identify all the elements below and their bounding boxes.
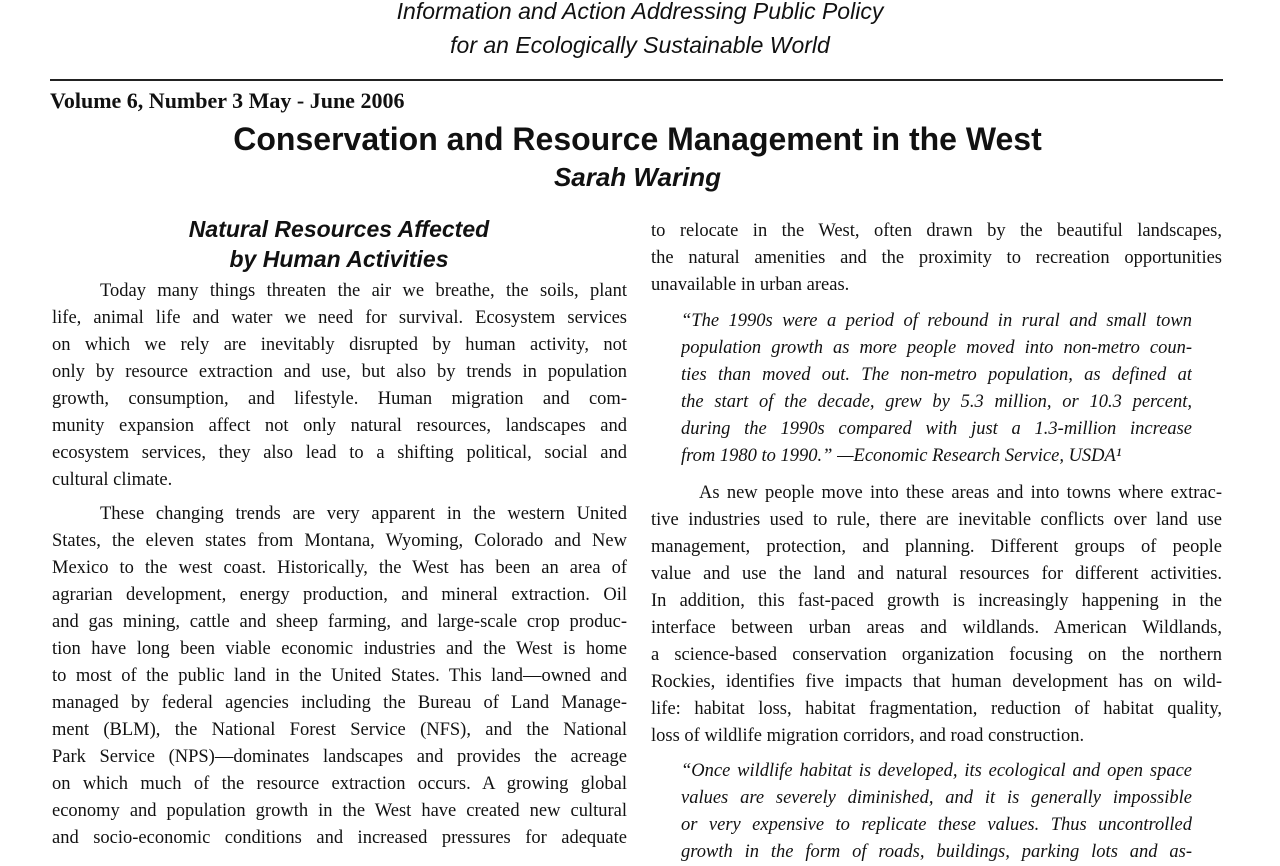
left-paragraph-2 <box>52 501 627 852</box>
text-line: Park Service (NPS)—dominates landscapes and provides the acreage <box>52 747 627 767</box>
text-line: on which much of the resource extraction occurs. A growing global <box>52 774 627 794</box>
tagline-line-1: Information and Action Addressing Public Policy <box>396 0 884 24</box>
text-line: loss of wildlife migration corridors, and road construction. <box>651 726 1085 746</box>
article-author: Sarah Waring <box>553 162 722 192</box>
section-heading <box>50 214 628 274</box>
text-line: In addition, this fast-paced growth is increasingly happening in the <box>651 591 1222 611</box>
text-line: values are severely diminished, and it is generally impossible <box>681 788 1192 808</box>
text-line: and socio-economic conditions and increased pressures for adequate <box>52 828 627 848</box>
text-line: economy and population growth in the West have created new cultural <box>52 801 627 821</box>
text-line: to most of the public land in the United States. This land—owned and <box>52 666 627 686</box>
text-line: from 1980 to 1990.” —Economic Research Service, USDA¹ <box>681 446 1122 466</box>
text-line: Mexico to the west coast. Historically, the West has been an area of <box>52 558 627 578</box>
text-line: munity expansion affect not only natural resources, landscapes and <box>52 416 627 436</box>
text-line: As new people move into these areas and into towns where extrac- <box>699 483 1222 503</box>
section-heading-line-1: Natural Resources Affected <box>188 216 490 242</box>
text-line: These changing trends are very apparent in the western United <box>100 504 627 524</box>
text-line: growth, consumption, and lifestyle. Human migration and com- <box>52 389 627 409</box>
text-line: cultural climate. <box>52 470 173 490</box>
right-paragraph-2 <box>651 480 1222 750</box>
text-line: managed by federal agencies including the Bureau of Land Manage- <box>52 693 627 713</box>
text-line: Rockies, identifies five impacts that human development has on wild- <box>651 672 1222 692</box>
text-line: Today many things threaten the air we breathe, the soils, plant <box>100 281 627 301</box>
text-line: interface between urban areas and wildlands. American Wildlands, <box>651 618 1222 638</box>
text-line: life, animal life and water we need for survival. Ecosystem services <box>52 308 627 328</box>
text-line: “The 1990s were a period of rebound in rural and small town <box>681 311 1192 331</box>
text-line: ties than moved out. The non-metro population, as defined at <box>681 365 1192 385</box>
text-line: on which we rely are inevitably disrupted by human activity, not <box>52 335 627 355</box>
issue-volume: Volume 6, Number 3 May - June 2006 <box>50 88 405 113</box>
text-line: only by resource extraction and use, but also by trends in population <box>52 362 627 382</box>
section-heading-line-2: by Human Activities <box>229 246 449 272</box>
text-line: life: habitat loss, habitat fragmentation, reduction of habitat quality, <box>651 699 1222 719</box>
text-line: ecosystem services, they also lead to a shifting political, social and <box>52 443 627 463</box>
text-line: “Once wildlife habitat is developed, its ecological and open space <box>681 761 1192 781</box>
text-line: tion have long been viable economic industries and the West is home <box>52 639 627 659</box>
text-line: to relocate in the West, often drawn by the beautiful landscapes, <box>651 221 1222 241</box>
text-line: the natural amenities and the proximity to recreation opportunities <box>651 248 1222 268</box>
text-line: management, protection, and planning. Different groups of people <box>651 537 1222 557</box>
right-paragraph-1 <box>651 218 1222 299</box>
left-paragraph-1 <box>52 278 627 494</box>
text-line: the start of the decade, grew by 5.3 million, or 10.3 percent, <box>681 392 1192 412</box>
right-quote-1 <box>681 308 1192 470</box>
text-line: tive industries used to rule, there are inevitable conflicts over land use <box>651 510 1222 530</box>
text-line: or very expensive to replicate these values. Thus uncontrolled <box>681 815 1192 835</box>
text-line: ment (BLM), the National Forest Service (NFS), and the National <box>52 720 627 740</box>
tagline-line-2: for an Ecologically Sustainable World <box>450 32 830 58</box>
text-line: agrarian development, energy production, and mineral extraction. Oil <box>52 585 627 605</box>
text-line: population growth as more people moved into non-metro coun- <box>681 338 1192 358</box>
text-line: growth in the form of roads, buildings, parking lots and as- <box>681 842 1192 862</box>
text-line: during the 1990s compared with just a 1.3-million increase <box>681 419 1192 439</box>
text-line: a science-based conservation organization focusing on the northern <box>651 645 1222 665</box>
text-line: States, the eleven states from Montana, Wyoming, Colorado and New <box>52 531 627 551</box>
text-line: and gas mining, cattle and sheep farming, and large-scale crop produc- <box>52 612 627 632</box>
text-line: unavailable in urban areas. <box>651 275 850 295</box>
header-divider <box>50 79 1223 81</box>
article-title: Conservation and Resource Management in the West <box>233 121 1042 157</box>
right-quote-2 <box>681 758 1192 866</box>
text-line: value and use the land and natural resources for different activities. <box>651 564 1222 584</box>
